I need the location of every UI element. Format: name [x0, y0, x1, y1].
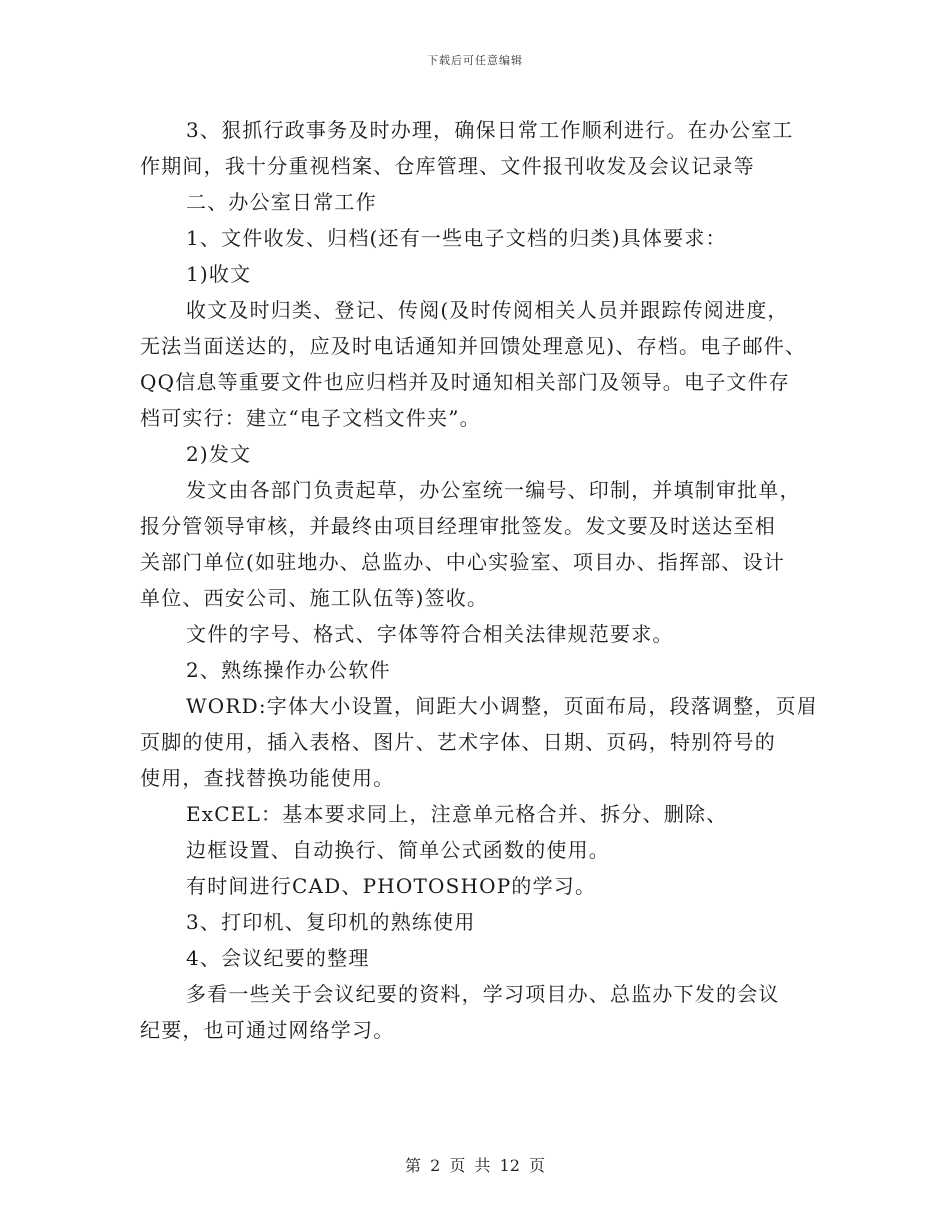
- text-line: 作期间，我十分重视档案、仓库管理、文件报刊收发及会议记录等: [140, 154, 755, 178]
- text-line: 多看一些关于会议纪要的资料，学习项目办、总监办下发的会议: [186, 982, 780, 1006]
- text-line: 档可实行：建立“电子文档文件夹”。: [140, 406, 481, 430]
- text-line: 3、打印机、复印机的熟练使用: [186, 910, 476, 934]
- text-line: 2、熟练操作办公软件: [186, 658, 391, 682]
- document-body: [140, 112, 818, 1048]
- text-line: 发文由各部门负责起草，办公室统一编号、印制，并填制审批单，: [186, 478, 801, 502]
- text-line: WORD:字体大小设置，间距大小调整，页面布局，段落调整，页眉: [186, 694, 818, 718]
- text-line: 使用，查找替换功能使用。: [140, 766, 395, 790]
- page-header: 下载后可任意编辑: [427, 54, 523, 67]
- text-line: 无法当面送达的，应及时电话通知并回馈处理意见)、存档。电子邮件、: [140, 334, 807, 358]
- text-line: 2)发文: [186, 442, 252, 466]
- text-line: ExCEL：基本要求同上，注意单元格合并、拆分、删除、: [186, 802, 728, 826]
- text-line: 报分管领导审核，并最终由项目经理审批签发。发文要及时送达至相: [140, 514, 776, 538]
- text-line: 单位、西安公司、施工队伍等)签收。: [140, 586, 489, 610]
- text-line: 文件的字号、格式、字体等符合相关法律规范要求。: [186, 622, 674, 646]
- text-line: 1、文件收发、归档(还有一些电子文档的归类)具体要求：: [186, 226, 727, 250]
- page-number-footer: 第 2 页 共 12 页: [405, 1156, 545, 1175]
- text-line: 3、狠抓行政事务及时办理，确保日常工作顺利进行。在办公室工: [186, 118, 794, 142]
- text-line: 4、会议纪要的整理: [186, 946, 370, 970]
- text-line: 有时间进行CAD、PHOTOSHOP的学习。: [186, 874, 597, 898]
- text-line: 边框设置、自动换行、简单公式函数的使用。: [186, 838, 610, 862]
- text-line: 收文及时归类、登记、传阅(及时传阅相关人员并跟踪传阅进度，: [186, 298, 789, 322]
- text-line: 关部门单位(如驻地办、总监办、中心实验室、项目办、指挥部、设计: [140, 550, 786, 574]
- text-line: 1)收文: [186, 262, 252, 286]
- text-line: 页脚的使用，插入表格、图片、艺术字体、日期、页码，特别符号的: [140, 730, 776, 754]
- text-line: QQ信息等重要文件也应归档并及时通知相关部门及领导。电子文件存: [140, 370, 790, 394]
- text-line: 二、办公室日常工作: [186, 190, 377, 214]
- text-line: 纪要，也可通过网络学习。: [140, 1018, 395, 1042]
